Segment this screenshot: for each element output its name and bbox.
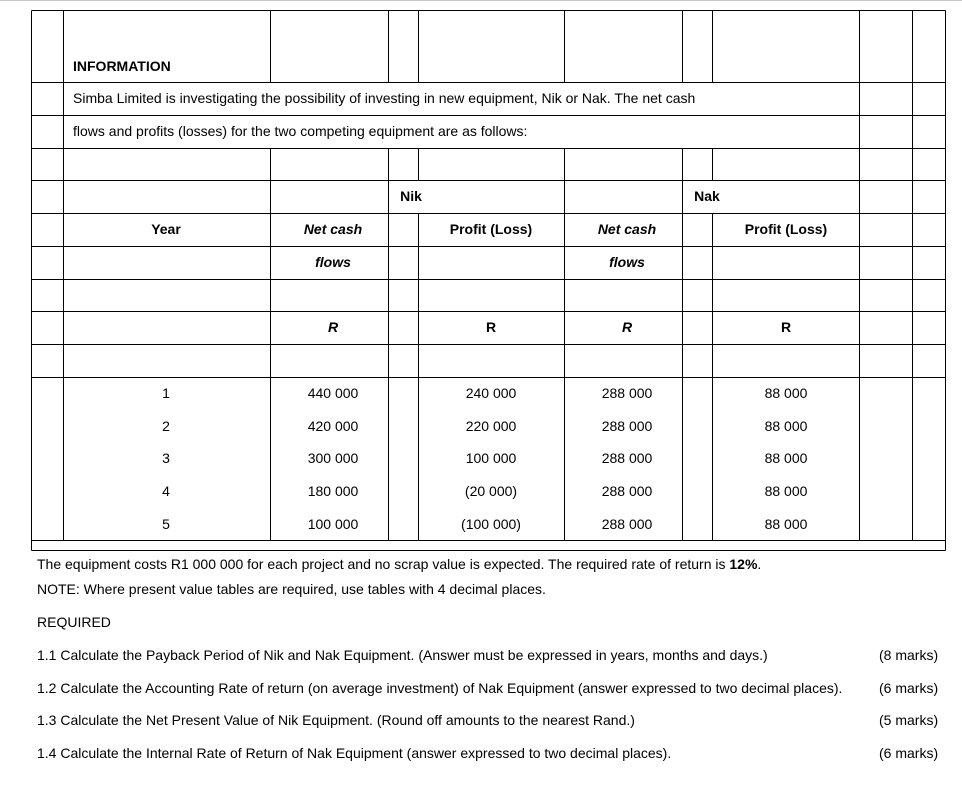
- row-5-nik-profit: (100 000): [461, 516, 521, 532]
- required-heading: REQUIRED: [37, 614, 111, 630]
- row-4-nik-profit: (20 000): [464, 483, 518, 499]
- question-1-4-marks: (6 marks): [879, 745, 939, 761]
- row-5-year: 5: [162, 516, 170, 532]
- row-3-nik-profit: 100 000: [465, 450, 517, 466]
- cost-period: .: [757, 556, 762, 572]
- question-1-4: 1.4 Calculate the Internal Rate of Return of Nak Equipment (answer expressed to two decimal places).: [37, 745, 672, 761]
- row-2-nak-profit: 88 000: [764, 418, 808, 434]
- row-1-year: 1: [162, 385, 170, 401]
- note-line: NOTE: Where present value tables are required, use tables with 4 decimal places.: [37, 581, 546, 597]
- question-1-3: 1.3 Calculate the Net Present Value of Nik Equipment. (Round off amounts to the nearest Rand.): [37, 712, 635, 728]
- row-2-year: 2: [162, 418, 170, 434]
- row-3-year: 3: [162, 450, 170, 466]
- row-5-nak-profit: 88 000: [764, 516, 808, 532]
- row-4-nik-cash: 180 000: [307, 483, 359, 499]
- col-header-nak-flows: flows: [609, 254, 645, 270]
- cost-statement: [37, 557, 761, 571]
- row-3-nik-cash: 300 000: [307, 450, 359, 466]
- row-3-nak-cash: 288 000: [601, 450, 653, 466]
- group-header-nak: Nak: [694, 188, 720, 204]
- col-header-nik-net-cash: Net cash: [303, 221, 363, 237]
- row-2-nik-cash: 420 000: [307, 418, 359, 434]
- col-header-year: Year: [151, 221, 181, 237]
- row-1-nak-profit: 88 000: [764, 385, 808, 401]
- currency-nik-cash: R: [327, 319, 339, 335]
- row-1-nik-profit: 240 000: [465, 385, 517, 401]
- row-3-nak-profit: 88 000: [764, 450, 808, 466]
- group-header-nik: Nik: [400, 188, 422, 204]
- row-2-nik-profit: 220 000: [465, 418, 517, 434]
- question-1-2-marks: (6 marks): [879, 680, 939, 696]
- question-1-2: 1.2 Calculate the Accounting Rate of return (on average investment) of Nak Equipment (answer expressed to two decimal places).: [37, 680, 843, 696]
- required-rate: 12%: [729, 556, 758, 572]
- info-line-1: Simba Limited is investigating the possibility of investing in new equipment, Nik or Nak. The net cash: [73, 90, 696, 106]
- currency-nak-cash: R: [621, 319, 633, 335]
- row-4-year: 4: [162, 483, 170, 499]
- col-header-nak-net-cash: Net cash: [597, 221, 657, 237]
- question-1-1: 1.1 Calculate the Payback Period of Nik and Nak Equipment. (Answer must be expressed in years, months and days.): [37, 647, 768, 663]
- question-1-3-marks: (5 marks): [879, 712, 939, 728]
- question-1-1-marks: (8 marks): [879, 647, 939, 663]
- currency-nak-profit: R: [780, 319, 792, 335]
- info-line-2: flows and profits (losses) for the two competing equipment are as follows:: [73, 123, 528, 139]
- row-5-nik-cash: 100 000: [307, 516, 359, 532]
- information-heading: INFORMATION: [73, 58, 171, 74]
- col-header-nak-profit: Profit (Loss): [744, 221, 828, 237]
- row-5-nak-cash: 288 000: [601, 516, 653, 532]
- row-1-nik-cash: 440 000: [307, 385, 359, 401]
- row-4-nak-cash: 288 000: [601, 483, 653, 499]
- row-4-nak-profit: 88 000: [764, 483, 808, 499]
- row-1-nak-cash: 288 000: [601, 385, 653, 401]
- cost-text: The equipment costs R1 000 000 for each project and no scrap value is expected. The required rate of return is: [37, 556, 730, 572]
- col-header-nik-flows: flows: [315, 254, 351, 270]
- col-header-nik-profit: Profit (Loss): [449, 221, 533, 237]
- currency-nik-profit: R: [485, 319, 497, 335]
- row-2-nak-cash: 288 000: [601, 418, 653, 434]
